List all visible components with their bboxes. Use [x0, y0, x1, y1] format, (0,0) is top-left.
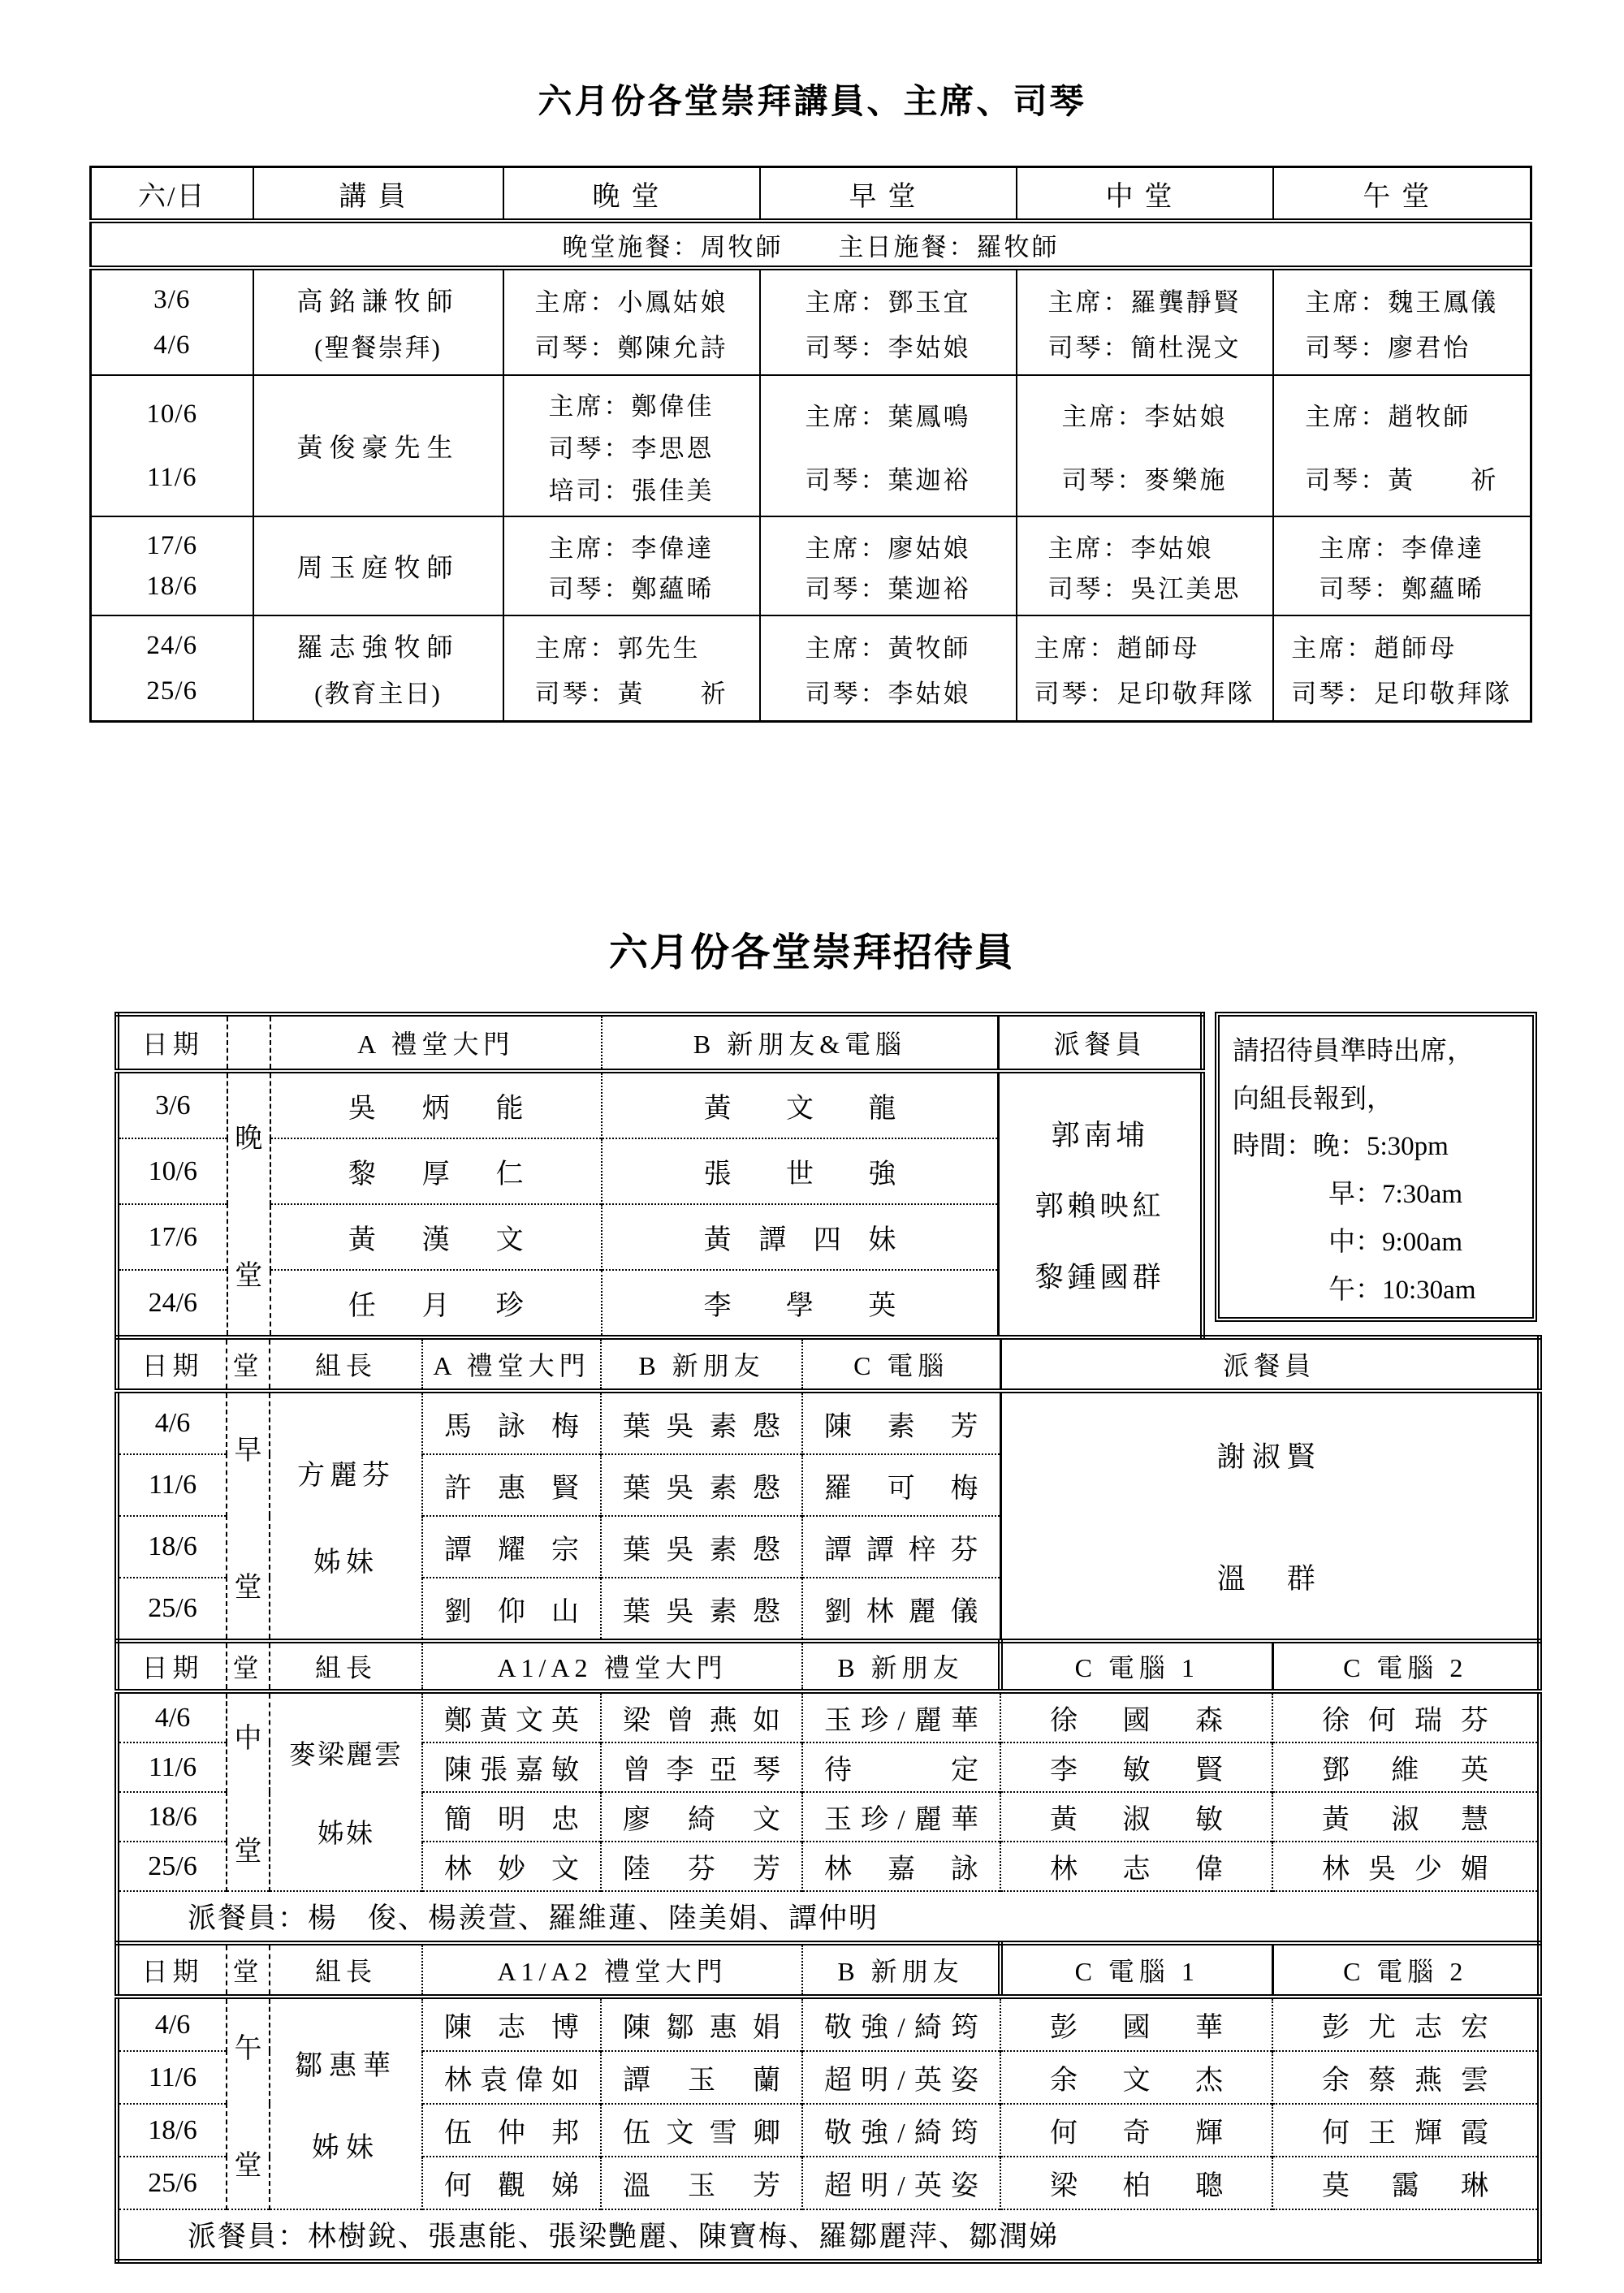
- speaker-cell: [253, 268, 503, 375]
- date-cell: 4/6: [117, 1391, 227, 1454]
- table-row: [91, 516, 1531, 615]
- notice-line: 時間：晚：5:30pm: [1233, 1132, 1449, 1162]
- service-cell-mid: [1017, 615, 1273, 722]
- tang-char: 堂: [234, 1573, 262, 1603]
- usher-name-cell: 譚玉蘭: [601, 2051, 802, 2104]
- usher-name-cell: 伍文雪卿: [601, 2104, 802, 2157]
- pianist-line: 司琴：李思恩: [548, 434, 715, 463]
- date-cell: [91, 516, 253, 615]
- service-cell-early: [760, 375, 1017, 516]
- tang-char: 堂: [234, 1837, 262, 1867]
- table-row: [91, 375, 1531, 516]
- usher-name-cell: 余蔡燕雲: [1272, 2051, 1540, 2104]
- date-cell: 17/6: [117, 1204, 227, 1270]
- speaker-schedule-title: 六月份各堂崇拜講員、主席、司琴: [538, 82, 1086, 120]
- header-cell-door-a: A 禮堂大門: [270, 1014, 602, 1071]
- footer-servers-cell: 派餐員：林樹銳、張惠能、張梁艷麗、陳寶梅、羅鄒麗萍、鄒潤娣: [117, 2209, 1540, 2261]
- usher-name-cell: 玉珍/麗華: [802, 1691, 1000, 1742]
- usher-name-cell: 陳素芳: [802, 1391, 1000, 1454]
- table-row: [117, 1997, 1540, 2051]
- pianist-line: 司琴：葉迦裕: [805, 465, 971, 494]
- chair-line: 主席：李偉達: [548, 533, 715, 563]
- usher-name-cell: 馬詠梅: [422, 1391, 601, 1454]
- header-cell-date: 日期: [117, 1337, 227, 1391]
- table-header-row: [91, 167, 1531, 222]
- date-cell: 18/6: [117, 1792, 227, 1842]
- usher-name-cell: 葉吳素慇: [601, 1578, 802, 1641]
- servers-cell: [1000, 1391, 1540, 1641]
- usher-name-cell: 彭尤志宏: [1272, 1997, 1540, 2051]
- pianist-line: 司琴：黃 祈: [534, 679, 728, 708]
- usher-name-cell: 何王輝霞: [1272, 2104, 1540, 2157]
- notice-line: 向組長報到，: [1233, 1084, 1393, 1114]
- usher-name-cell: 梁柏聰: [1000, 2157, 1272, 2209]
- header-cell-newfriend-b: B 新朋友&電腦: [602, 1014, 999, 1071]
- header-cell-computer-c1: C 電腦 1: [1000, 1641, 1272, 1691]
- usher-name-cell: 曾李亞琴: [601, 1742, 802, 1792]
- table-row: [117, 1691, 1540, 1742]
- service-cell-early: [760, 268, 1017, 375]
- header-cell-door-a: A 禮堂大門: [422, 1337, 601, 1391]
- usher-name-cell: 羅可梅: [802, 1454, 1000, 1516]
- trainee-line: 培司：張佳美: [548, 476, 715, 505]
- chair-line: 主席：黃牧師: [805, 633, 971, 663]
- usher-name-cell: 吳炳能: [270, 1071, 602, 1138]
- header-cell-tang: 堂: [227, 1641, 270, 1691]
- usher-name-cell: 林吳少媚: [1272, 1842, 1540, 1891]
- usher-name-cell: 梁曾燕如: [601, 1691, 802, 1742]
- chair-line: 主席：廖姑娘: [805, 533, 971, 563]
- usher-name-cell: 劉林麗儀: [802, 1578, 1000, 1641]
- usher-name-cell: 李學英: [602, 1270, 999, 1337]
- footer-servers-cell: 派餐員：楊 俊、楊羨萱、羅維蓮、陸美娟、譚仲明: [117, 1891, 1540, 1943]
- leader-title: 姊妹: [317, 1820, 374, 1849]
- usher-name-cell: 陳志博: [422, 1997, 601, 2051]
- date-cell: 11/6: [117, 1742, 227, 1792]
- date-line: 10/6: [146, 399, 198, 429]
- usher-name-cell: 劉仰山: [422, 1578, 601, 1641]
- usher-name-cell: 彭國華: [1000, 1997, 1272, 2051]
- mid-service-usher-table: [114, 1639, 1542, 1945]
- service-cell-mid: [1017, 516, 1273, 615]
- server-name: 郭賴映紅: [1034, 1190, 1165, 1222]
- usher-name-cell: 待 定: [802, 1742, 1000, 1792]
- chair-line: 主席：趙師母: [1034, 633, 1200, 663]
- date-cell: 3/6: [117, 1071, 227, 1138]
- usher-name-cell: 鄭黃文英: [422, 1691, 601, 1742]
- tang-label: [227, 1071, 270, 1337]
- evening-usher-table: [114, 1012, 1205, 1340]
- server-name: 謝淑賢: [1216, 1441, 1322, 1473]
- speaker-name: 高銘謙牧師: [296, 287, 460, 317]
- table-header-row: [117, 1014, 1203, 1071]
- leader-title: 姊妹: [312, 2133, 380, 2163]
- header-cell-mid: 中堂: [1017, 167, 1273, 222]
- leader-title: 姊妹: [313, 1548, 378, 1578]
- usher-name-cell: 任月珍: [270, 1270, 602, 1337]
- usher-name-cell: 何觀娣: [422, 2157, 601, 2209]
- speaker-cell: [253, 516, 503, 615]
- header-cell-speaker: 講員: [253, 167, 503, 222]
- service-cell-early: [760, 516, 1017, 615]
- chair-line: 主席：趙牧師: [1305, 402, 1471, 431]
- evening-usher-section: [114, 1012, 1537, 1340]
- server-name: 黎鍾國群: [1034, 1261, 1165, 1293]
- tang-char: 堂: [235, 1261, 263, 1291]
- header-cell-tang: [227, 1014, 270, 1071]
- tang-char: 堂: [234, 2150, 262, 2181]
- service-cell-mid: [1017, 268, 1273, 375]
- notice-line: 午：10:30am: [1328, 1275, 1476, 1305]
- noon-service-usher-table: [114, 1941, 1542, 2264]
- chair-line: 主席：葉鳳鳴: [805, 402, 971, 431]
- chair-line: 主席：羅龔靜賢: [1047, 287, 1242, 317]
- speaker-schedule-table: [89, 166, 1532, 723]
- pianist-line: 司琴：黃 祈: [1305, 465, 1499, 494]
- pianist-line: 司琴：簡杜滉文: [1047, 333, 1242, 362]
- server-name: 郭南埔: [1051, 1119, 1149, 1151]
- date-cell: 4/6: [117, 1691, 227, 1742]
- date-cell: 11/6: [117, 1454, 227, 1516]
- chair-line: 主席：鄧玉宜: [805, 287, 971, 317]
- usher-name-cell: 超明/英姿: [802, 2157, 1000, 2209]
- date-cell: 25/6: [117, 1578, 227, 1641]
- service-cell-noon: [1273, 375, 1531, 516]
- speaker-cell: [253, 615, 503, 722]
- pianist-line: 司琴：麥樂施: [1061, 465, 1228, 494]
- leader-cell: [270, 1691, 422, 1891]
- header-cell-early: 早堂: [760, 167, 1017, 222]
- chair-line: 主席：郭先生: [534, 633, 701, 663]
- usher-name-cell: 黃漢文: [270, 1204, 602, 1270]
- usher-name-cell: 李敏賢: [1000, 1742, 1272, 1792]
- header-cell-leader: 組長: [270, 1943, 422, 1997]
- tang-label: [227, 1997, 270, 2209]
- header-cell-computer-c2: C 電腦 2: [1272, 1641, 1540, 1691]
- usher-name-cell: 張世強: [602, 1138, 999, 1204]
- date-cell: 11/6: [117, 2051, 227, 2104]
- table-row: [91, 268, 1531, 375]
- date-cell: 25/6: [117, 1842, 227, 1891]
- header-cell-door-a: A1/A2 禮堂大門: [422, 1943, 802, 1997]
- date-line: 3/6: [153, 284, 191, 314]
- usher-name-cell: 何奇輝: [1000, 2104, 1272, 2157]
- date-line: 4/6: [153, 330, 191, 360]
- chair-line: 主席：鄭偉佳: [548, 391, 715, 421]
- service-cell-evening: [503, 516, 760, 615]
- date-cell: 24/6: [117, 1270, 227, 1337]
- communion-note-row: [91, 221, 1531, 268]
- notice-line: 中：9:00am: [1328, 1227, 1462, 1257]
- chair-line: 主席：李姑娘: [1047, 533, 1214, 563]
- table-row: [117, 1071, 1203, 1138]
- leader-name: 麥梁麗雲: [289, 1741, 403, 1770]
- header-cell-door-a: A1/A2 禮堂大門: [422, 1641, 802, 1691]
- usher-name-cell: 林志偉: [1000, 1842, 1272, 1891]
- table-header-row: [117, 1943, 1540, 1997]
- header-cell-servers: 派餐員: [999, 1014, 1203, 1071]
- pianist-line: 司琴：鄭蘊晞: [548, 574, 715, 603]
- usher-name-cell: 葉吳素慇: [601, 1391, 802, 1454]
- pianist-line: 司琴：足印敬拜隊: [1291, 679, 1513, 708]
- pianist-line: 司琴：吳江美思: [1047, 574, 1242, 603]
- usher-name-cell: 徐國森: [1000, 1691, 1272, 1742]
- date-cell: [91, 375, 253, 516]
- server-name: 溫 群: [1216, 1563, 1322, 1595]
- header-cell-tang: 堂: [227, 1337, 270, 1391]
- usher-name-cell: 黃譚四妹: [602, 1204, 999, 1270]
- leader-name: 方麗芬: [297, 1461, 395, 1491]
- header-cell-servers: 派餐員: [1000, 1337, 1540, 1391]
- header-cell-newfriend-b: B 新朋友: [802, 1943, 1000, 1997]
- speaker-name: 羅志強牧師: [296, 633, 460, 663]
- usher-name-cell: 超明/英姿: [802, 2051, 1000, 2104]
- speaker-name: 周玉庭牧師: [296, 553, 460, 582]
- usher-name-cell: 葉吳素慇: [601, 1516, 802, 1578]
- leader-name: 鄒惠華: [295, 2051, 397, 2081]
- usher-name-cell: 許惠賢: [422, 1454, 601, 1516]
- usher-notice-box: [1215, 1012, 1537, 1322]
- notice-line: 請招待員準時出席，: [1233, 1037, 1474, 1066]
- service-cell-early: [760, 615, 1017, 722]
- table-header-row: [117, 1337, 1540, 1391]
- header-cell-day: 六/日: [91, 167, 253, 222]
- table-header-row: [117, 1641, 1540, 1691]
- chair-line: 主席：魏王鳳儀: [1305, 287, 1499, 317]
- usher-name-cell: 譚耀宗: [422, 1516, 601, 1578]
- service-cell-mid: [1017, 375, 1273, 516]
- speaker-note: (聖餐崇拜): [314, 333, 442, 362]
- date-cell: [91, 268, 253, 375]
- usher-name-cell: 黎厚仁: [270, 1138, 602, 1204]
- date-line: 17/6: [146, 530, 198, 560]
- date-line: 24/6: [146, 630, 198, 660]
- date-cell: [91, 615, 253, 722]
- header-cell-computer-c1: C 電腦 1: [1000, 1943, 1272, 1997]
- usher-name-cell: 林妙文: [422, 1842, 601, 1891]
- usher-name-cell: 林袁偉如: [422, 2051, 601, 2104]
- header-cell-newfriend-b: B 新朋友: [601, 1337, 802, 1391]
- usher-name-cell: 林嘉詠: [802, 1842, 1000, 1891]
- leader-cell: [270, 1391, 422, 1641]
- usher-name-cell: 簡明忠: [422, 1792, 601, 1842]
- chair-line: 主席：李姑娘: [1061, 402, 1228, 431]
- header-cell-date: 日期: [117, 1641, 227, 1691]
- date-cell: 18/6: [117, 1516, 227, 1578]
- usher-name-cell: 葉吳素慇: [601, 1454, 802, 1516]
- usher-name-cell: 伍仲邦: [422, 2104, 601, 2157]
- header-cell-computer-c2: C 電腦 2: [1272, 1943, 1540, 1997]
- pianist-line: 司琴：鄭蘊晞: [1319, 574, 1485, 603]
- servers-footer-row: [117, 1891, 1540, 1943]
- usher-name-cell: 徐何瑞芬: [1272, 1691, 1540, 1742]
- header-cell-date: 日期: [117, 1943, 227, 1997]
- usher-schedule-title: 六月份各堂崇拜招待員: [608, 931, 1015, 974]
- header-cell-leader: 組長: [270, 1337, 422, 1391]
- usher-name-cell: 陳鄒惠娟: [601, 1997, 802, 2051]
- header-cell-evening: 晚堂: [503, 167, 760, 222]
- servers-footer-row: [117, 2209, 1540, 2261]
- date-cell: 4/6: [117, 1997, 227, 2051]
- table-row: [91, 615, 1531, 722]
- usher-name-cell: 譚譚梓芬: [802, 1516, 1000, 1578]
- tang-label: [227, 1691, 270, 1891]
- date-cell: 10/6: [117, 1138, 227, 1204]
- service-cell-noon: [1273, 615, 1531, 722]
- early-service-usher-table: [114, 1335, 1542, 1643]
- usher-name-cell: 黃文龍: [602, 1071, 999, 1138]
- header-cell-noon: 午堂: [1273, 167, 1531, 222]
- chair-line: 主席：趙師母: [1291, 633, 1458, 663]
- date-line: 11/6: [147, 462, 197, 492]
- date-line: 18/6: [146, 571, 198, 601]
- pianist-line: 司琴：葉迦裕: [805, 574, 971, 603]
- pianist-line: 司琴：鄭陳允詩: [534, 333, 728, 362]
- service-cell-noon: [1273, 268, 1531, 375]
- usher-name-cell: 廖綺文: [601, 1792, 802, 1842]
- header-cell-leader: 組長: [270, 1641, 422, 1691]
- notice-line: 早：7:30am: [1328, 1180, 1462, 1210]
- usher-name-cell: 陳張嘉敏: [422, 1742, 601, 1792]
- service-cell-evening: [503, 375, 760, 516]
- usher-name-cell: 鄧維英: [1272, 1742, 1540, 1792]
- service-cell-evening: [503, 615, 760, 722]
- speaker-cell: [253, 375, 503, 516]
- pianist-line: 司琴：足印敬拜隊: [1034, 679, 1255, 708]
- usher-name-cell: 敬強/綺筠: [802, 1997, 1000, 2051]
- header-cell-tang: 堂: [227, 1943, 270, 1997]
- leader-cell: [270, 1997, 422, 2209]
- servers-cell: [999, 1071, 1203, 1337]
- header-cell-date: 日期: [117, 1014, 227, 1071]
- tang-char: 晚: [235, 1124, 263, 1154]
- tang-char: 中: [234, 1724, 262, 1754]
- speaker-note: (教育主日): [314, 679, 442, 708]
- chair-line: 主席：李偉達: [1319, 533, 1485, 563]
- chair-line: 主席：小鳳姑娘: [534, 287, 728, 317]
- usher-name-cell: 敬強/綺筠: [802, 2104, 1000, 2157]
- tang-label: [227, 1391, 270, 1641]
- header-cell-newfriend-b: B 新朋友: [802, 1641, 1000, 1691]
- tang-char: 午: [234, 2033, 262, 2064]
- usher-name-cell: 余文杰: [1000, 2051, 1272, 2104]
- pianist-line: 司琴：李姑娘: [805, 679, 971, 708]
- pianist-line: 司琴：李姑娘: [805, 333, 971, 362]
- usher-name-cell: 玉珍/麗華: [802, 1792, 1000, 1842]
- tang-char: 早: [234, 1436, 262, 1466]
- usher-name-cell: 黃淑慧: [1272, 1792, 1540, 1842]
- usher-name-cell: 溫玉芳: [601, 2157, 802, 2209]
- usher-name-cell: 陸芬芳: [601, 1842, 802, 1891]
- usher-schedule-block: [114, 1012, 1537, 2264]
- speaker-name: 黃俊豪先生: [296, 433, 460, 462]
- pianist-line: 司琴：廖君怡: [1305, 333, 1471, 362]
- usher-name-cell: 莫靄琳: [1272, 2157, 1540, 2209]
- communion-note: 晚堂施餐：周牧師 主日施餐：羅牧師: [91, 221, 1531, 268]
- header-cell-computer-c: C 電腦: [802, 1337, 1000, 1391]
- date-cell: 18/6: [117, 2104, 227, 2157]
- date-cell: 25/6: [117, 2157, 227, 2209]
- usher-name-cell: 黃淑敏: [1000, 1792, 1272, 1842]
- service-cell-evening: [503, 268, 760, 375]
- date-line: 25/6: [146, 676, 198, 706]
- service-cell-noon: [1273, 516, 1531, 615]
- table-row: [117, 1391, 1540, 1454]
